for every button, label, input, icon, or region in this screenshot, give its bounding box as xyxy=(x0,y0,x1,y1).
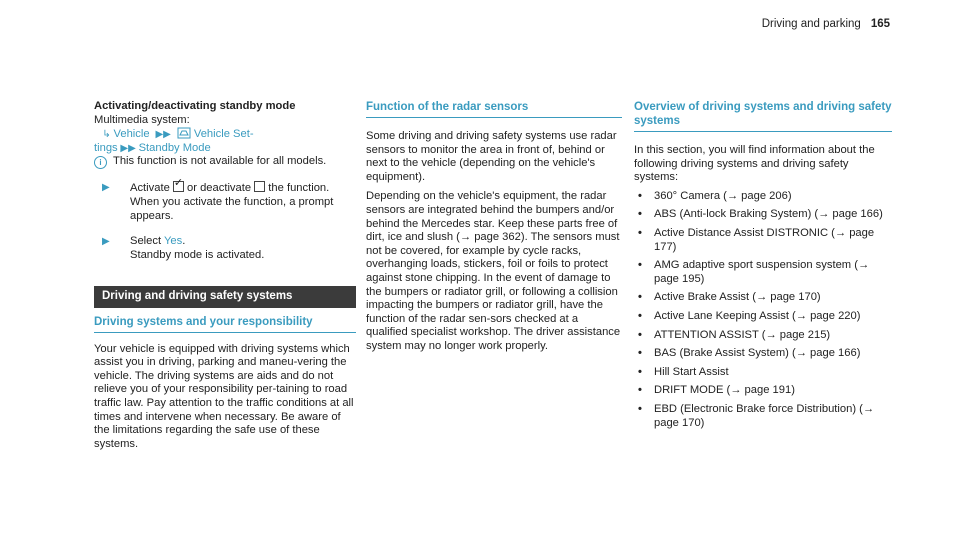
column-middle xyxy=(366,100,622,354)
step2-line xyxy=(130,235,356,249)
system-line: Multimedia system: xyxy=(94,113,190,126)
section-title: Driving and parking xyxy=(761,18,861,30)
systems-list xyxy=(634,190,892,430)
list-item: • Active Brake Assist (→ page 170) xyxy=(638,291,821,304)
step2-c: . xyxy=(182,235,186,248)
yes-option[interactable]: Yes xyxy=(164,235,183,248)
info-note-text: This function is not available for all models. xyxy=(113,155,327,168)
list-item-text: ATTENTION ASSIST (→ page 215) xyxy=(654,328,831,341)
column-right xyxy=(634,100,892,430)
section-banner: Driving and driving safety systems xyxy=(94,286,356,308)
list-item-text: Hill Start Assist xyxy=(654,365,729,378)
nav-vehicle-settings-cont[interactable]: tings xyxy=(94,141,118,154)
list-item-text: AMG adaptive sport suspension system (→ page 195) xyxy=(654,259,870,285)
responsibility-heading: Driving systems and your responsibility xyxy=(94,316,356,333)
list-item: • DRIFT MODE (→ page 191) xyxy=(638,384,795,397)
column-left xyxy=(94,100,356,451)
info-icon: i xyxy=(94,156,107,169)
list-item-text: BAS (Brake Assist System) (→ page 166) xyxy=(654,347,861,360)
step-activate-line xyxy=(130,181,356,196)
return-arrow-icon: ↳ xyxy=(94,129,114,141)
double-chevron-icon: ▶▶ xyxy=(152,129,174,141)
overview-heading: Overview of driving systems and driving safety systems xyxy=(634,100,892,132)
overview-intro: In this section, you will find information about the following driving systems and driving safety systems: xyxy=(634,144,875,184)
car-settings-icon xyxy=(177,127,191,139)
list-item-text: ABS (Anti-lock Braking System) (→ page 166) xyxy=(654,208,883,221)
list-item: • AMG adaptive sport suspension system (→ page 195) xyxy=(634,259,892,286)
list-item-text: Active Distance Assist DISTRONIC (→ page 177) xyxy=(654,226,875,253)
responsibility-body: Your vehicle is equipped with driving systems which assist you in driving, parking and maneu-vering the vehicle. The driving systems are aids and do not relieve you of your responsibility per-taining to road traffic law. Pay attention to the traffic conditions at all times and intervene when necessary. Be aware of the limitations regarding the safe use of these systems. xyxy=(94,342,354,450)
running-header xyxy=(762,18,890,32)
radar-paragraph-2: Depending on the vehicle's equipment, the radar sensors are integrated behind the bumpers and/or behind the Mercedes star. Keep these parts free of dirt, ice and slush (→ page 362). The sensors must not be covered, for example by cycle racks, overhanging loads, stickers, foil or foils to protect against stone chipping. In the event of damage to the bumpers or radiator grill, or following a collision impacting the bumpers or radiator grill, have the function of the radar sen-sors checked at a qualified specialist workshop. The driver assistance system may no longer work properly. xyxy=(366,190,621,352)
nav-vehicle-settings[interactable]: Vehicle Set- xyxy=(193,128,254,141)
step1-c: the function. xyxy=(268,182,330,195)
radar-paragraph-1: Some driving and driving safety systems use radar sensors to monitor the area in front of, behind or next to the vehicle (depending on the vehicle's equipment). xyxy=(366,130,617,183)
step-arrow-icon: ▶ xyxy=(102,182,110,194)
step1-a: Activate xyxy=(130,182,170,195)
page-number: 165 xyxy=(870,18,890,30)
list-item-text: 360° Camera (→ page 206) xyxy=(654,189,792,202)
list-item: • ATTENTION ASSIST (→ page 215) xyxy=(638,328,831,341)
menu-path-2 xyxy=(94,142,356,156)
list-item: • Hill Start Assist xyxy=(638,365,729,378)
list-item-text: Active Lane Keeping Assist (→ page 220) xyxy=(654,309,861,322)
double-chevron-icon: ▶▶ xyxy=(117,142,139,154)
checkbox-empty-icon xyxy=(254,181,265,192)
list-item: • Active Lane Keeping Assist (→ page 220) xyxy=(638,309,861,322)
step-activate xyxy=(94,181,356,223)
checkbox-checked-icon xyxy=(173,181,184,192)
list-item-text: EBD (Electronic Brake force Distribution) (→ page 170) xyxy=(654,402,875,429)
step2-result: Standby mode is activated. xyxy=(130,248,265,261)
nav-vehicle[interactable]: Vehicle xyxy=(113,128,150,141)
info-note xyxy=(94,155,356,169)
list-item: • Active Distance Assist DISTRONIC (→ page 177) xyxy=(634,227,892,254)
list-item: • BAS (Brake Assist System) (→ page 166) xyxy=(638,347,861,360)
nav-standby-mode[interactable]: Standby Mode xyxy=(138,141,211,154)
step-select-yes xyxy=(94,235,356,262)
menu-path xyxy=(94,127,356,142)
list-item-text: DRIFT MODE (→ page 191) xyxy=(654,384,795,397)
step1-result: When you activate the function, a prompt appears. xyxy=(130,195,334,222)
list-item-text: Active Brake Assist (→ page 170) xyxy=(654,291,821,304)
step1-b: or deactivate xyxy=(187,182,252,195)
step-arrow-icon: ▶ xyxy=(102,236,110,248)
list-item: • ABS (Anti-lock Braking System) (→ page 166) xyxy=(638,208,883,221)
radar-heading: Function of the radar sensors xyxy=(366,100,622,118)
standby-heading: Activating/deactivating standby mode xyxy=(94,100,296,112)
step2-a: Select xyxy=(130,235,162,248)
list-item: • EBD (Electronic Brake force Distribution) (→ page 170) xyxy=(634,403,892,430)
list-item: • 360° Camera (→ page 206) xyxy=(638,189,792,202)
